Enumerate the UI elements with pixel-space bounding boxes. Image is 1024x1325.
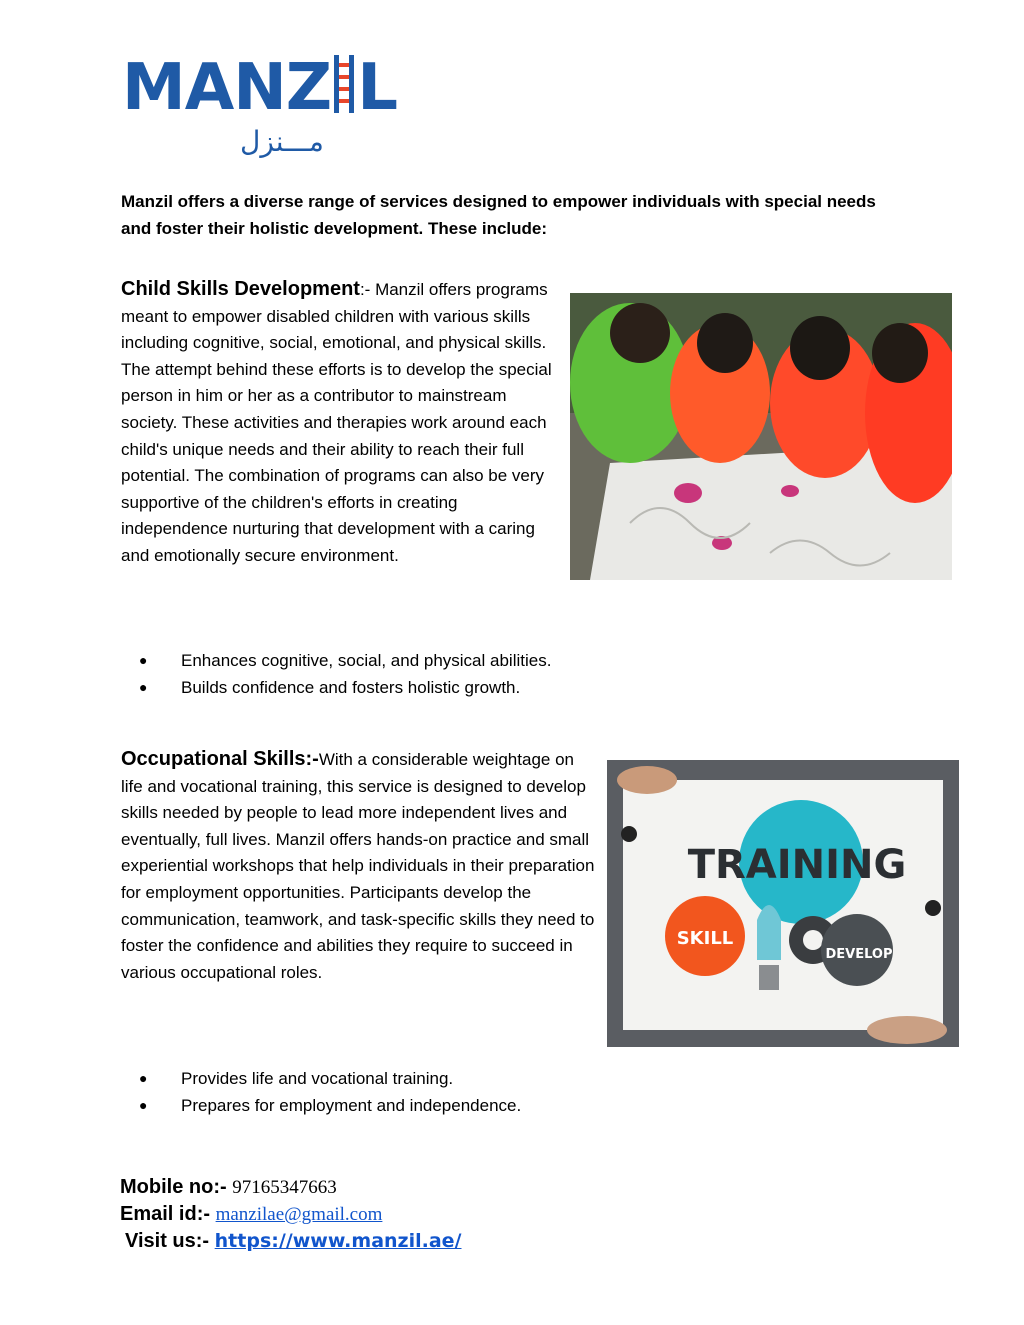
mobile-label: Mobile no:- (120, 1176, 227, 1198)
logo-text-end: L (357, 51, 397, 125)
email-label: Email id (120, 1203, 197, 1225)
child-skills-section (121, 276, 561, 570)
develop-word: DEVELOP (825, 947, 893, 962)
child-skills-separator: :- (359, 280, 376, 299)
visit-line (120, 1228, 820, 1254)
list-item: ● Prepares for employment and independence. (121, 1092, 821, 1119)
child-skills-heading: Child Skills Development (121, 278, 360, 300)
occupational-skills-body: With a considerable weightage on life and vocational training, this service is designed to develop skills needed by people to lead more independent lives and eventually, full lives. Manzil offers hands-on practice and small experiential workshops that help individuals in their preparation for employment opportunities. Participants develop the communication, teamwork, and task-specific skills they need to foster the confidence and abilities they require to succeed in various occupational roles. (121, 750, 595, 982)
list-item: ● Enhances cognitive, social, and physical abilities. (121, 647, 821, 674)
training-word: TRAINING (687, 842, 907, 888)
visit-label: Visit us:- (125, 1230, 210, 1252)
occupational-skills-heading: Occupational Skills:- (121, 748, 319, 770)
training-graphic-image (607, 760, 959, 1047)
manzil-logo (122, 51, 397, 125)
skill-word: SKILL (676, 928, 734, 949)
occupational-skills-bullets (121, 1065, 821, 1119)
occupational-skills-section (121, 746, 596, 986)
intro-paragraph: Manzil offers a diverse range of services designed to empower individuals with special needs and foster their holistic development. These include: (121, 192, 876, 238)
list-item: ● Provides life and vocational training. (121, 1065, 821, 1092)
logo-text-start: MANZ (122, 51, 332, 125)
logo-arabic-text: مـــنزل (240, 125, 324, 158)
ladder-icon (331, 55, 357, 113)
email-link[interactable]: manzilae@gmail.com (215, 1204, 383, 1225)
child-skills-bullets (121, 647, 821, 701)
child-skills-body: Manzil offers programs meant to empower disabled children with various skills including cognitive, social, emotional, and physical skills. The attempt behind these efforts is to develop the special person in him or her as a contributor to mainstream society. These activities and therapies work around each child's unique needs and their ability to reach their full potential. The combination of programs can also be very supportive of the children's efforts in creating independence nurturing that development with a caring and emotionally secure environment. (121, 280, 552, 565)
website-link[interactable]: https://www.manzil.ae/ (214, 1230, 462, 1252)
email-separator: :- (196, 1203, 216, 1225)
mobile-line (120, 1174, 820, 1201)
mobile-number: 97165347663 (232, 1177, 337, 1198)
contact-block (120, 1174, 820, 1254)
email-line (120, 1201, 820, 1228)
list-item: ● Builds confidence and fosters holistic growth. (121, 674, 821, 701)
children-activity-photo (570, 293, 952, 580)
